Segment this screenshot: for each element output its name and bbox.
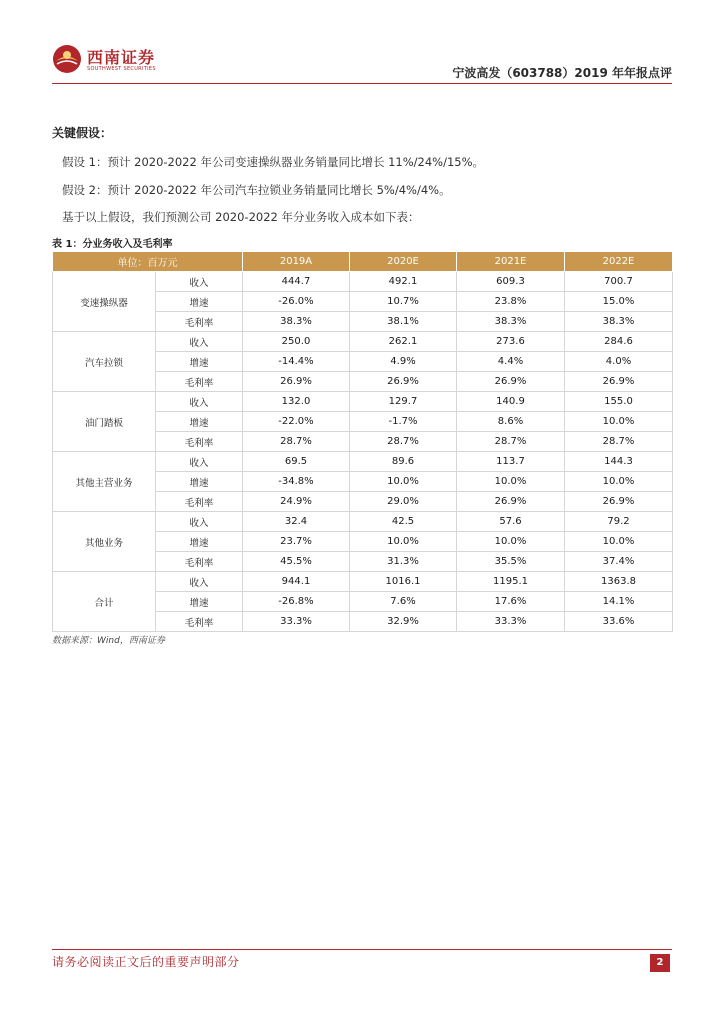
metric-name-cell: 增速 (156, 592, 243, 612)
value-cell: 1016.1 (350, 572, 457, 592)
value-cell: 37.4% (565, 552, 673, 572)
table-row (53, 332, 673, 352)
segment-name-cell: 合计 (53, 572, 156, 632)
table-row (53, 272, 673, 292)
footer-notice: 请务必阅读正文后的重要声明部分 (52, 955, 240, 969)
value-cell: 250.0 (243, 332, 350, 352)
metric-name-cell: 增速 (156, 412, 243, 432)
value-cell: 10.0% (350, 472, 457, 492)
value-cell: 10.0% (350, 532, 457, 552)
metric-name-cell: 收入 (156, 272, 243, 292)
section-heading: 关键假设： (52, 126, 113, 140)
value-cell: 10.0% (565, 532, 673, 552)
value-cell: 132.0 (243, 392, 350, 412)
metric-name-cell: 毛利率 (156, 552, 243, 572)
value-cell: 10.0% (457, 532, 565, 552)
value-cell: 38.3% (565, 312, 673, 332)
assumption-1: 假设 1：预计 2020-2022 年公司变速操纵器业务销量同比增长 11%/24%/15%。 (62, 155, 485, 169)
metric-name-cell: 收入 (156, 392, 243, 412)
value-cell: 609.3 (457, 272, 565, 292)
value-cell: 45.5% (243, 552, 350, 572)
value-cell: 17.6% (457, 592, 565, 612)
value-cell: 444.7 (243, 272, 350, 292)
value-cell: 33.3% (243, 612, 350, 632)
value-cell: -26.0% (243, 292, 350, 312)
value-cell: 944.1 (243, 572, 350, 592)
metric-name-cell: 毛利率 (156, 612, 243, 632)
value-cell: 1363.8 (565, 572, 673, 592)
table-header-row (53, 252, 673, 272)
value-cell: 262.1 (350, 332, 457, 352)
segment-name-cell: 汽车拉锁 (53, 332, 156, 392)
value-cell: 31.3% (350, 552, 457, 572)
value-cell: -34.8% (243, 472, 350, 492)
metric-name-cell: 收入 (156, 332, 243, 352)
value-cell: 89.6 (350, 452, 457, 472)
value-cell: 26.9% (565, 372, 673, 392)
value-cell: 24.9% (243, 492, 350, 512)
assumption-2: 假设 2：预计 2020-2022 年公司汽车拉锁业务销量同比增长 5%/4%/4%。 (62, 183, 451, 197)
footer-divider (52, 949, 672, 950)
value-cell: 140.9 (457, 392, 565, 412)
value-cell: 26.9% (243, 372, 350, 392)
value-cell: 4.4% (457, 352, 565, 372)
forecast-intro: 基于以上假设，我们预测公司 2020-2022 年分业务收入成本如下表： (62, 210, 420, 224)
value-cell: 7.6% (350, 592, 457, 612)
value-cell: 10.0% (565, 412, 673, 432)
value-cell: 284.6 (565, 332, 673, 352)
value-cell: -1.7% (350, 412, 457, 432)
segment-name-cell: 变速操纵器 (53, 272, 156, 332)
metric-name-cell: 毛利率 (156, 432, 243, 452)
value-cell: 700.7 (565, 272, 673, 292)
value-cell: 26.9% (457, 492, 565, 512)
value-cell: 32.4 (243, 512, 350, 532)
value-cell: 35.5% (457, 552, 565, 572)
value-cell: 38.1% (350, 312, 457, 332)
value-cell: 28.7% (565, 432, 673, 452)
report-title: 宁波高发（603788）2019 年年报点评 (452, 66, 672, 80)
value-cell: 273.6 (457, 332, 565, 352)
value-cell: 129.7 (350, 392, 457, 412)
value-cell: 155.0 (565, 392, 673, 412)
table-row (53, 512, 673, 532)
header-2021e: 2021E (457, 252, 565, 272)
table-title: 表 1：分业务收入及毛利率 (52, 239, 173, 250)
metric-name-cell: 增速 (156, 292, 243, 312)
metric-name-cell: 增速 (156, 532, 243, 552)
segment-name-cell: 油门踏板 (53, 392, 156, 452)
value-cell: 33.3% (457, 612, 565, 632)
value-cell: 10.7% (350, 292, 457, 312)
value-cell: 4.0% (565, 352, 673, 372)
segment-name-cell: 其他主营业务 (53, 452, 156, 512)
value-cell: 69.5 (243, 452, 350, 472)
value-cell: 26.9% (350, 372, 457, 392)
value-cell: 4.9% (350, 352, 457, 372)
metric-name-cell: 增速 (156, 472, 243, 492)
logo-text-cn: 西南证券 (87, 48, 156, 67)
page-number: 2 (650, 954, 670, 972)
metric-name-cell: 收入 (156, 572, 243, 592)
revenue-margin-table (52, 251, 673, 632)
table-row (53, 392, 673, 412)
metric-name-cell: 增速 (156, 352, 243, 372)
value-cell: 1195.1 (457, 572, 565, 592)
value-cell: 113.7 (457, 452, 565, 472)
table-row (53, 572, 673, 592)
value-cell: 23.8% (457, 292, 565, 312)
value-cell: 38.3% (243, 312, 350, 332)
value-cell: 38.3% (457, 312, 565, 332)
segment-name-cell: 其他业务 (53, 512, 156, 572)
metric-name-cell: 毛利率 (156, 312, 243, 332)
value-cell: 26.9% (565, 492, 673, 512)
logo-text-en: SOUTHWEST SECURITIES (87, 66, 156, 72)
value-cell: -14.4% (243, 352, 350, 372)
value-cell: 79.2 (565, 512, 673, 532)
value-cell: 144.3 (565, 452, 673, 472)
metric-name-cell: 收入 (156, 512, 243, 532)
value-cell: 14.1% (565, 592, 673, 612)
value-cell: 15.0% (565, 292, 673, 312)
header-2022e: 2022E (565, 252, 673, 272)
value-cell: 10.0% (457, 472, 565, 492)
value-cell: 28.7% (457, 432, 565, 452)
header-2019a: 2019A (243, 252, 350, 272)
value-cell: 57.6 (457, 512, 565, 532)
value-cell: 32.9% (350, 612, 457, 632)
value-cell: 10.0% (565, 472, 673, 492)
company-logo (52, 44, 156, 76)
value-cell: 492.1 (350, 272, 457, 292)
value-cell: -22.0% (243, 412, 350, 432)
value-cell: 33.6% (565, 612, 673, 632)
value-cell: 26.9% (457, 372, 565, 392)
value-cell: -26.8% (243, 592, 350, 612)
value-cell: 8.6% (457, 412, 565, 432)
metric-name-cell: 收入 (156, 452, 243, 472)
value-cell: 29.0% (350, 492, 457, 512)
data-source: 数据来源：Wind，西南证券 (52, 636, 165, 646)
value-cell: 42.5 (350, 512, 457, 532)
table-row (53, 452, 673, 472)
header-unit: 单位：百万元 (53, 252, 243, 272)
header-divider (52, 83, 672, 84)
revenue-table-container (52, 251, 672, 632)
value-cell: 28.7% (350, 432, 457, 452)
logo-emblem-icon (52, 44, 82, 74)
metric-name-cell: 毛利率 (156, 492, 243, 512)
header-2020e: 2020E (350, 252, 457, 272)
value-cell: 28.7% (243, 432, 350, 452)
value-cell: 23.7% (243, 532, 350, 552)
metric-name-cell: 毛利率 (156, 372, 243, 392)
